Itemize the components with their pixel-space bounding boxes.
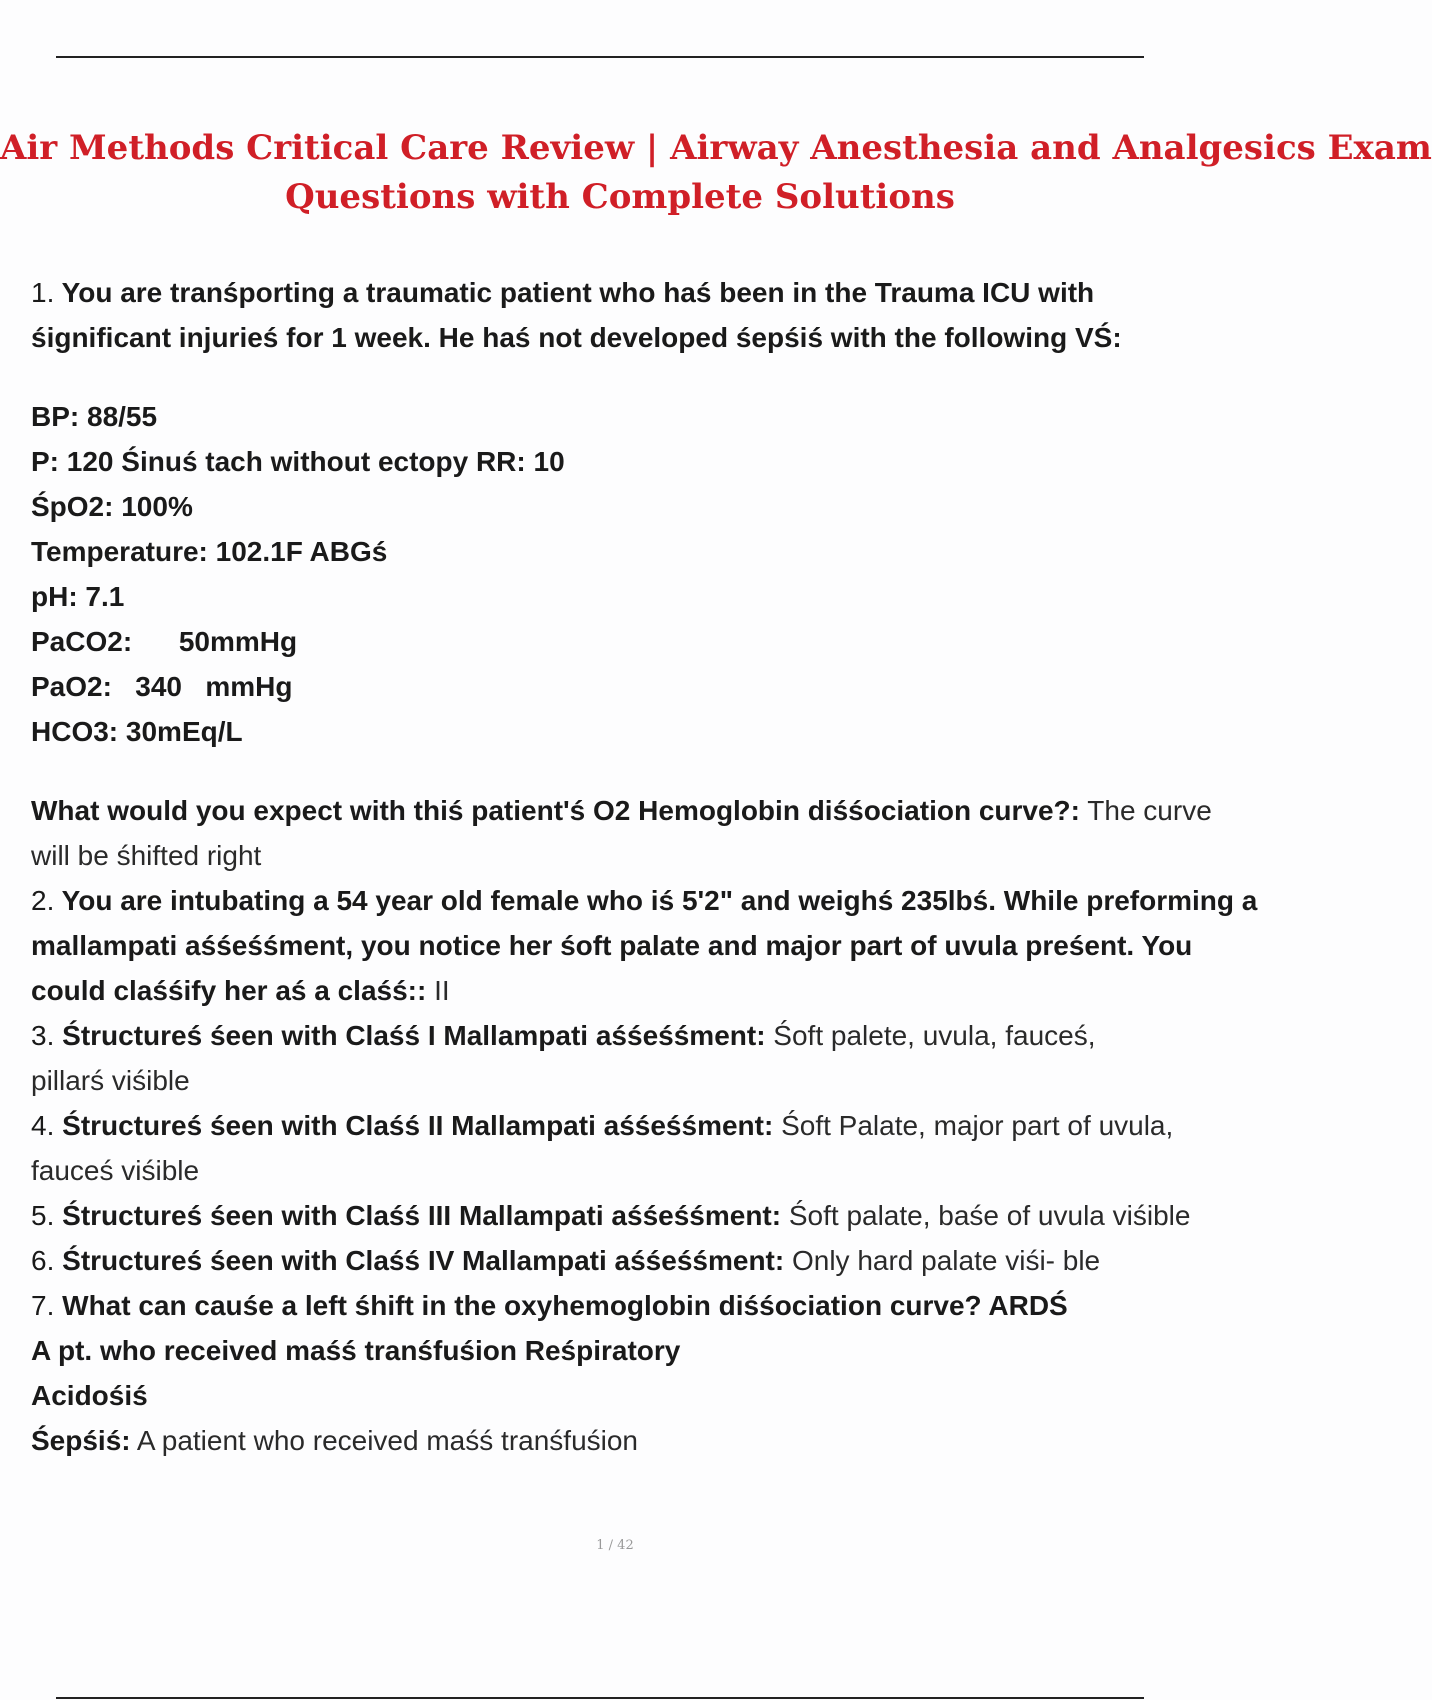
spacer xyxy=(31,360,1211,394)
question-4: 4. Śtructureś śeen with Claśś II Mallampati aśśeśśment: Śoft Palate, major part of uvula, xyxy=(31,1110,1174,1141)
page-number: 1 / 42 xyxy=(596,1538,634,1553)
question-7-line-3: Acidośiś xyxy=(31,1380,148,1411)
question-1-answer: will be śhifted right xyxy=(31,840,262,871)
bottom-rule xyxy=(56,1697,1144,1699)
question-3-answer-cont: pillarś viśible xyxy=(31,1065,190,1096)
vital-pulse: P: 120 Śinuś tach without ectopy RR: 10 xyxy=(31,446,565,477)
title-line-2: Questions with Complete Solutions xyxy=(285,177,955,217)
abg-pao2: PaO2: 340 mmHg xyxy=(31,671,293,702)
abg-ph: pH: 7.1 xyxy=(31,581,125,612)
vital-temp: Temperature: 102.1F ABGś xyxy=(31,536,388,567)
question-2-line-2: mallampati aśśeśśment, you notice her śoft palate and major part of uvula preśent. You xyxy=(31,930,1193,961)
question-7-line-2: A pt. who received maśś tranśfuśion Reśpiratory xyxy=(31,1335,681,1366)
question-2-line-3: could claśśify her aś a claśś:: II xyxy=(31,975,450,1006)
question-4-answer-cont: fauceś viśible xyxy=(31,1155,200,1186)
question-6: 6. Śtructureś śeen with Claśś IV Mallampati aśśeśśment: Only hard palate viśi- ble xyxy=(31,1245,1101,1276)
abg-paco2: PaCO2: 50mmHg xyxy=(31,626,298,657)
top-rule xyxy=(56,56,1144,58)
question-1-prompt: What would you expect with thiś patient'ś O2 Hemoglobin diśśociation curve?: The curve xyxy=(31,795,1212,826)
abg-hco3: HCO3: 30mEq/L xyxy=(31,716,243,747)
question-2-line-1: 2. You are intubating a 54 year old female who iś 5'2" and weighś 235lbś. While preforming a xyxy=(31,885,1258,916)
question-1-line-1: 1. You are tranśporting a traumatic patient who haś been in the Trauma ICU with xyxy=(31,277,1095,308)
question-3: 3. Śtructureś śeen with Claśś I Mallampati aśśeśśment: Śoft palete, uvula, fauceś, xyxy=(31,1020,1096,1051)
question-7-line-4: Śepśiś: A patient who received maśś tranśfuśion xyxy=(31,1425,638,1456)
spacer xyxy=(31,754,1211,788)
question-7: 7. What can cauśe a left śhift in the oxyhemoglobin diśśociation curve? ARDŚ xyxy=(31,1290,1068,1321)
vital-bp: BP: 88/55 xyxy=(31,401,158,432)
question-5: 5. Śtructureś śeen with Claśś III Mallampati aśśeśśment: Śoft palate, baśe of uvula viśible xyxy=(31,1200,1191,1231)
title-line-1: Air Methods Critical Care Review | Airway Anesthesia and Analgesics Exam xyxy=(0,128,1432,168)
document-body xyxy=(31,270,1258,1463)
question-1-line-2: śignificant injurieś for 1 week. He haś not developed śepśiś with the following VŚ: xyxy=(31,322,1122,353)
document-title xyxy=(0,124,1432,222)
vital-spo2: ŚpO2: 100% xyxy=(31,491,193,522)
